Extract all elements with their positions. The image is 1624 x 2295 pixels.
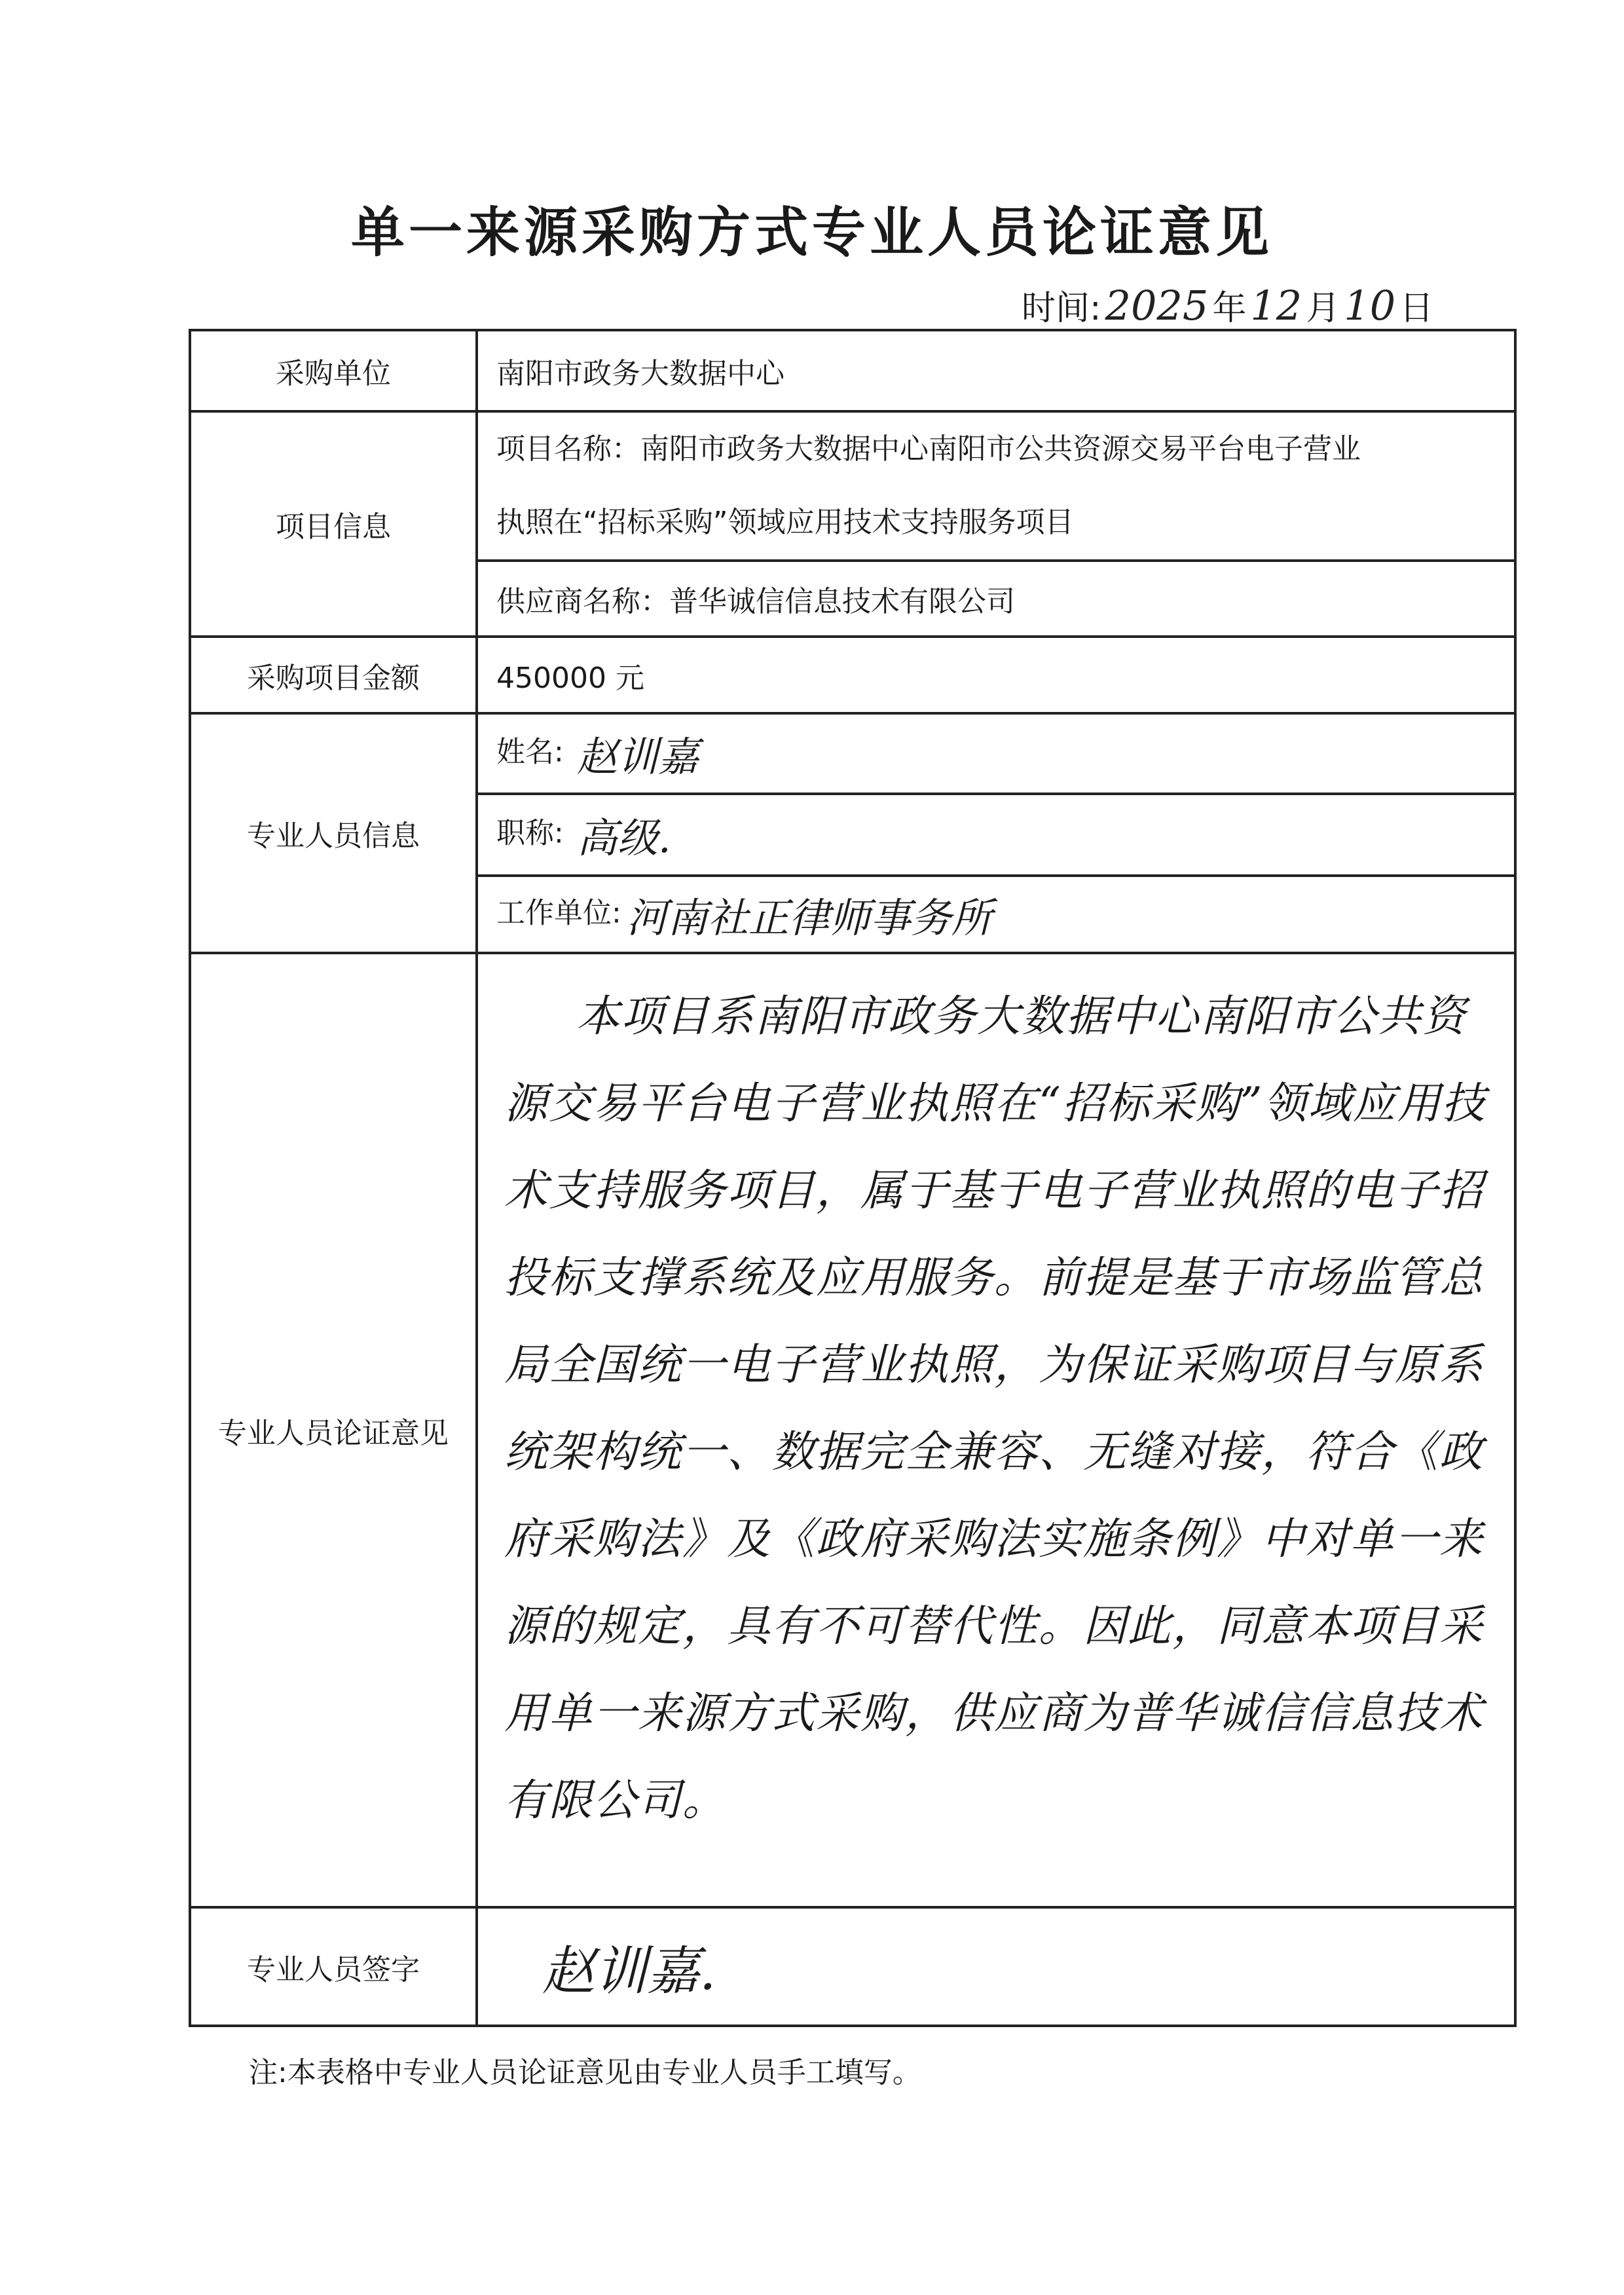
- signature-cell: [477, 1907, 1515, 2026]
- row-opinion: [190, 953, 1515, 1907]
- row-amount: [190, 637, 1515, 713]
- date-line: [1022, 280, 1437, 329]
- project-name-cell: [477, 411, 1515, 561]
- amount-value: 450000 元: [477, 637, 1515, 713]
- row-expert-name: [190, 713, 1515, 794]
- expert-title-value: 高级.: [576, 814, 671, 862]
- row-purchaser: [190, 330, 1515, 411]
- page-title: 单一来源采购方式专业人员论证意见: [350, 202, 1273, 264]
- date-day: 10: [1344, 282, 1396, 329]
- date-day-unit: 日: [1399, 289, 1434, 328]
- expert-label: 专业人员信息: [190, 713, 477, 953]
- project-name-line1: 项目名称：南阳市政务大数据中心南阳市公共资源交易平台电子营业: [496, 432, 1361, 466]
- footnote: 注:本表格中专业人员论证意见由专业人员手工填写。: [249, 2056, 921, 2089]
- expert-title-cell: [477, 794, 1515, 876]
- expert-org-value: 河南社正律师事务所: [626, 893, 992, 942]
- expert-org-cell: [477, 876, 1515, 953]
- opinion-handwritten-text: 本项目系南阳市政务大数据中心南阳市公共资源交易平台电子营业执照在“招标采购”领域应用技术支持服务项目，属于基于电子营业执照的电子招投标支撑系统及应用服务。前提是基于市场监管总局全国统一电子营业执照，为保证采购项目与原系统架构统一、数据完全兼容、无缝对接，符合《政府采购法》及《政府采购法实施条例》中对单一来源的规定，具有不可替代性。因此，同意本项目采用单一来源方式采购，供应商为普华诚信信息技术有限公司。: [504, 991, 1486, 1825]
- form-table: [189, 329, 1517, 2027]
- date-month-unit: 月: [1306, 289, 1340, 328]
- expert-name-cell: [477, 713, 1515, 794]
- project-label: 项目信息: [190, 411, 477, 637]
- expert-title-label: 职称:: [496, 816, 564, 850]
- expert-name-label: 姓名:: [496, 735, 564, 769]
- purchaser-label: 采购单位: [190, 330, 477, 411]
- amount-label: 采购项目金额: [190, 637, 477, 713]
- expert-name-value: 赵训嘉: [576, 733, 699, 781]
- date-label: 时间:: [1022, 289, 1101, 328]
- opinion-label: 专业人员论证意见: [190, 953, 477, 1907]
- project-name-line2: 执照在“招标采购”领域应用技术支持服务项目: [496, 506, 1074, 539]
- project-supplier-cell: 供应商名称：普华诚信信息技术有限公司: [477, 561, 1515, 637]
- row-signature: [190, 1907, 1515, 2026]
- date-year-unit: 年: [1212, 289, 1247, 328]
- date-year: 2025: [1105, 282, 1209, 329]
- date-month: 12: [1250, 282, 1302, 329]
- expert-org-label: 工作单位:: [496, 896, 621, 929]
- signature-label: 专业人员签字: [190, 1907, 477, 2026]
- row-project: [190, 411, 1515, 561]
- opinion-cell: [477, 953, 1515, 1907]
- signature-value: 赵训嘉.: [542, 1941, 716, 2002]
- purchaser-value: 南阳市政务大数据中心: [477, 330, 1515, 411]
